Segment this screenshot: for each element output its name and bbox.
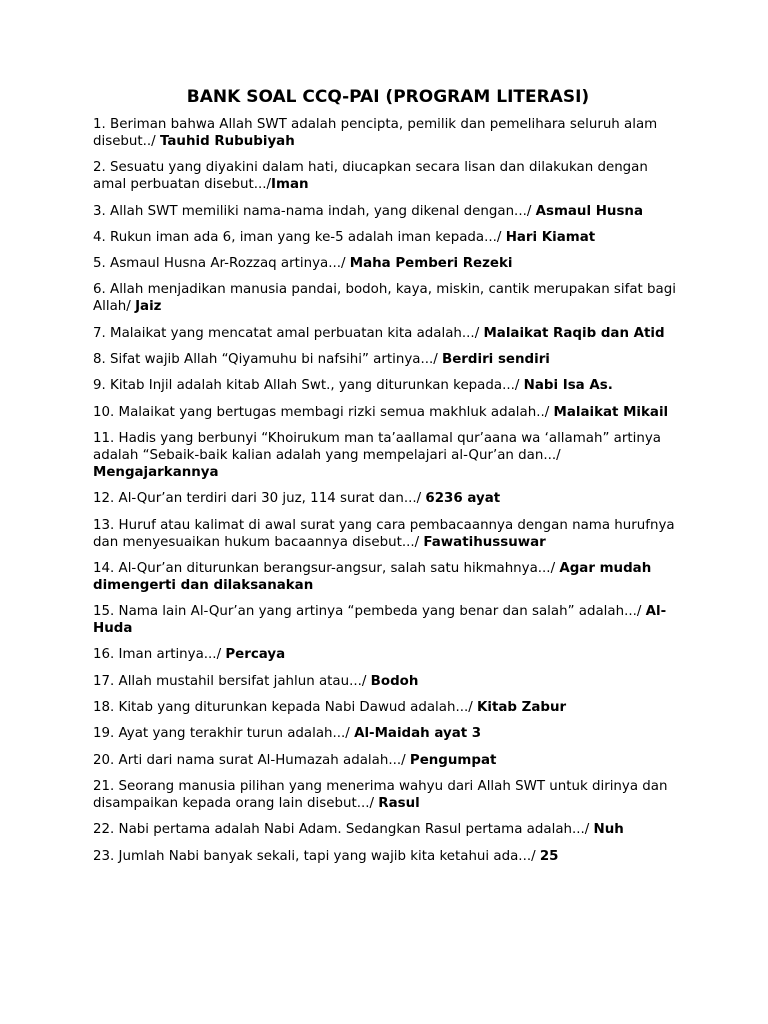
- question-item: [93, 603, 683, 637]
- question-item: [93, 560, 683, 594]
- question-item: [93, 517, 683, 551]
- answer-text: Mengajarkannya: [93, 464, 219, 480]
- question-list: [93, 116, 683, 865]
- question-text: 3. Allah SWT memiliki nama-nama indah, yang dikenal dengan.../: [93, 203, 536, 219]
- question-item: [93, 848, 683, 865]
- answer-text: Kitab Zabur: [477, 700, 567, 716]
- answer-text: Nuh: [593, 822, 624, 838]
- answer-text: Jaiz: [135, 299, 162, 315]
- question-item: [93, 116, 683, 150]
- question-item: [93, 203, 683, 220]
- question-text: 9. Kitab Injil adalah kitab Allah Swt., yang diturunkan kepada.../: [93, 378, 524, 394]
- answer-text: 25: [539, 848, 559, 864]
- answer-text: Tauhid Rububiyah: [159, 134, 295, 149]
- question-text: 1. Beriman bahwa Allah SWT adalah pencipta, pemilik dan pemelihara seluruh alam disebut../: [93, 117, 658, 149]
- answer-text: Pengumpat: [409, 752, 497, 768]
- answer-text: Berdiri sendiri: [442, 352, 550, 368]
- question-item: [93, 229, 683, 246]
- answer-text: Al-Huda: [93, 604, 667, 637]
- answer-text: 6236 ayat: [425, 491, 501, 507]
- question-item: [93, 430, 683, 481]
- question-item: [93, 351, 683, 368]
- answer-text: Bodoh: [370, 673, 419, 689]
- question-item: [93, 725, 683, 742]
- question-text: 8. Sifat wajib Allah “Qiyamuhu bi nafsihi” artinya.../: [93, 352, 443, 368]
- question-text: 2. Sesuatu yang diyakini dalam hati, diucapkan secara lisan dan dilakukan dengan amal perbuatan disebut.../: [93, 160, 648, 193]
- answer-text: Percaya: [225, 647, 286, 663]
- answer-text: Asmaul Husna: [535, 203, 643, 219]
- answer-text: Al-Maidah ayat 3: [354, 726, 482, 742]
- answer-text: Hari Kiamat: [505, 229, 596, 245]
- question-item: [93, 159, 683, 193]
- answer-text: Fawatihussuwar: [423, 534, 546, 550]
- question-text: 13. Huruf atau kalimat di awal surat yang cara pembacaannya dengan nama hurufnya dan menyesuaikan hukum bacaannya disebut.../: [93, 517, 675, 550]
- question-text: 16. Iman artinya.../: [93, 647, 226, 663]
- question-text: 18. Kitab yang diturunkan kepada Nabi Dawud adalah.../: [93, 700, 477, 716]
- answer-text: Nabi Isa As.: [523, 378, 613, 394]
- page-title: BANK SOAL CCQ-PAI (PROGRAM LITERASI): [186, 87, 590, 107]
- question-item: [93, 377, 683, 394]
- question-item: [93, 255, 683, 272]
- question-item: [93, 673, 683, 690]
- question-text: 23. Jumlah Nabi banyak sekali, tapi yang wajib kita ketahui ada.../: [93, 848, 540, 864]
- question-text: 19. Ayat yang terakhir turun adalah.../: [93, 726, 355, 742]
- question-text: 6. Allah menjadikan manusia pandai, bodoh, kaya, miskin, cantik merupakan sifat bagi Allah/: [93, 282, 676, 315]
- document-page: [93, 86, 683, 874]
- question-text: 17. Allah mustahil bersifat jahlun atau.../: [93, 673, 371, 689]
- answer-text: Malaikat Raqib dan Atid: [483, 325, 665, 341]
- question-text: 5. Asmaul Husna Ar-Rozzaq artinya.../: [93, 256, 350, 272]
- question-text: 14. Al-Qur’an diturunkan berangsur-angsur, salah satu hikmahnya.../: [93, 560, 560, 576]
- question-item: [93, 752, 683, 769]
- question-text: 10. Malaikat yang bertugas membagi rizki semua makhluk adalah../: [93, 404, 554, 420]
- question-item: [93, 490, 683, 507]
- question-text: 11. Hadis yang berbunyi “Khoirukum man ta’aallamal qur’aana wa ‘allamah” artinya adalah “Sebaik-baik kalian adalah yang mempelajari al-Qur’an dan.../: [93, 430, 661, 463]
- question-text: 22. Nabi pertama adalah Nabi Adam. Sedangkan Rasul pertama adalah.../: [93, 822, 594, 838]
- answer-text: Maha Pemberi Rezeki: [349, 256, 513, 272]
- question-text: 15. Nama lain Al-Qur’an yang artinya “pembeda yang benar dan salah” adalah.../: [93, 604, 646, 620]
- question-item: [93, 699, 683, 716]
- answer-text: Agar mudah dimengerti dan dilaksanakan: [93, 560, 652, 593]
- question-text: 4. Rukun iman ada 6, iman yang ke-5 adalah iman kepada.../: [93, 229, 506, 245]
- question-item: [93, 404, 683, 421]
- question-text: 20. Arti dari nama surat Al-Humazah adalah.../: [93, 752, 410, 768]
- question-item: [93, 325, 683, 342]
- question-item: [93, 281, 683, 315]
- question-text: 12. Al-Qur’an terdiri dari 30 juz, 114 surat dan.../: [93, 491, 426, 507]
- answer-text: Rasul: [378, 795, 420, 811]
- question-text: 21. Seorang manusia pilihan yang menerima wahyu dari Allah SWT untuk dirinya dan disampaikan kepada orang lain disebut.../: [93, 778, 668, 811]
- answer-text: Iman: [271, 177, 309, 193]
- question-item: [93, 778, 683, 812]
- question-item: [93, 646, 683, 663]
- question-text: 7. Malaikat yang mencatat amal perbuatan kita adalah.../: [93, 325, 484, 341]
- answer-text: Malaikat Mikail: [553, 404, 669, 420]
- question-item: [93, 821, 683, 838]
